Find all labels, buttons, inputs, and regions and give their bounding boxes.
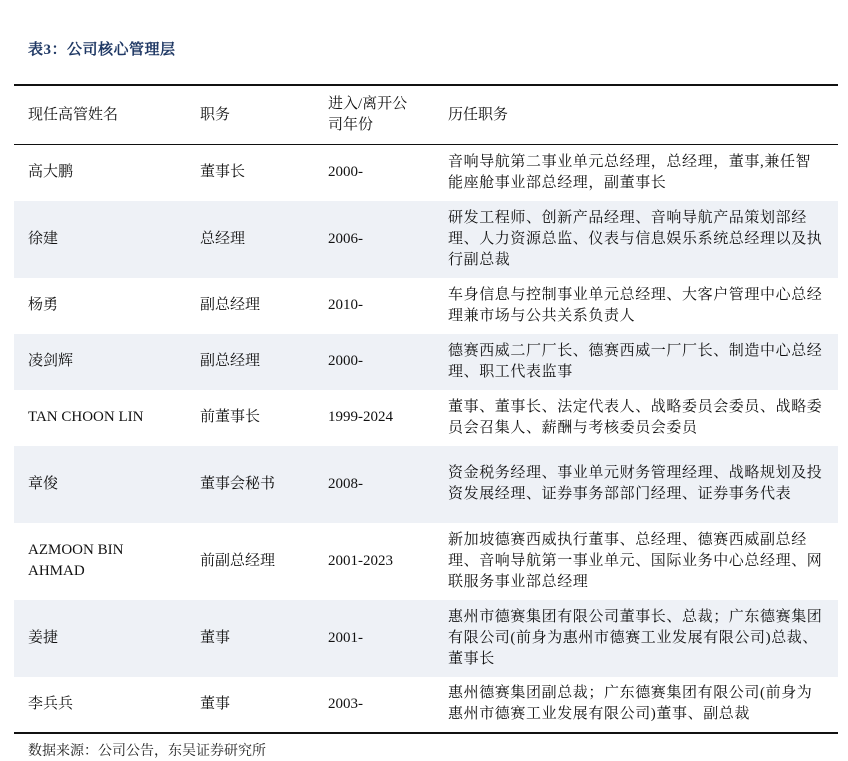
- exec-role: 董事: [186, 600, 314, 677]
- header-year: 进入/离开公司年份: [314, 85, 434, 145]
- exec-history: 车身信息与控制事业单元总经理、大客户管理中心总经理兼市场与公共关系负责人: [448, 286, 823, 324]
- exec-role: 总经理: [186, 201, 314, 278]
- exec-history: 资金税务经理、事业单元财务管理经理、战略规划及投资发展经理、证券事务部部门经理、证券事务代表: [434, 446, 838, 523]
- exec-year: 2000-: [328, 164, 363, 181]
- exec-name: 李兵兵: [28, 695, 74, 712]
- header-history: 历任职务: [434, 85, 838, 145]
- exec-role: 副总经理: [200, 297, 261, 313]
- exec-year: 2010-: [328, 297, 363, 313]
- exec-year: 1999-2024: [328, 409, 393, 425]
- exec-year: 2008-: [314, 446, 434, 523]
- exec-history: 惠州市德赛集团有限公司董事长、总裁；广东德赛集团有限公司(前身为惠州市德赛工业发展有限公司)总裁、董事长: [434, 600, 838, 677]
- exec-name: 凌剑辉: [14, 334, 186, 390]
- exec-role: 前董事长: [200, 409, 261, 425]
- header-role: 职务: [186, 85, 314, 145]
- exec-history: 音响导航第二事业单元总经理，总经理，董事,兼任智能座舱事业部总经理，副董事长: [448, 153, 812, 191]
- exec-name: 高大鹏: [28, 164, 74, 181]
- header-name: 现任高管姓名: [14, 85, 186, 145]
- exec-name: 姜捷: [14, 600, 186, 677]
- exec-history: 德赛西威二厂厂长、德赛西威一厂厂长、制造中心总经理、职工代表监事: [434, 334, 838, 390]
- exec-year: 2006-: [314, 201, 434, 278]
- exec-role: 副总经理: [186, 334, 314, 390]
- table-header-row: [14, 85, 838, 145]
- exec-role: 董事会秘书: [186, 446, 314, 523]
- exec-history: 新加坡德赛西威执行董事、总经理、德赛西威副总经理、音响导航第一事业单元、国际业务中心总经理、网联服务事业部总经理: [448, 531, 823, 590]
- exec-role: 董事长: [200, 164, 246, 181]
- exec-name: AZMOON BIN AHMAD: [28, 542, 124, 579]
- table-row: [14, 677, 838, 733]
- exec-name: 徐建: [14, 201, 186, 278]
- exec-year: 2001-2023: [328, 552, 393, 569]
- table-row: [14, 201, 838, 278]
- exec-year: 2001-: [314, 600, 434, 677]
- table-row: [14, 446, 838, 523]
- table-row: [14, 523, 838, 600]
- management-table: [14, 84, 838, 734]
- table-row: [14, 390, 838, 446]
- exec-history: 惠州德赛集团副总裁；广东德赛集团有限公司(前身为惠州市德赛工业发展有限公司)董事、副总裁: [448, 685, 813, 722]
- table-row: [14, 278, 838, 334]
- exec-role: 董事: [200, 695, 231, 712]
- source-note: 数据来源：公司公告，东吴证券研究所: [28, 744, 266, 759]
- exec-history: 研发工程师、创新产品经理、音响导航产品策划部经理、人力资源总监、仪表与信息娱乐系统总经理以及执行副总裁: [434, 201, 838, 278]
- table-row: [14, 600, 838, 677]
- exec-name: 杨勇: [28, 297, 59, 313]
- table-row: [14, 145, 838, 201]
- exec-year: 2003-: [328, 695, 363, 712]
- table-row: [14, 334, 838, 390]
- exec-history: 董事、董事长、法定代表人、战略委员会委员、战略委员会召集人、薪酬与考核委员会委员: [448, 398, 823, 436]
- table-title: 表3：公司核心管理层: [28, 42, 176, 58]
- exec-name: TAN CHOON LIN: [28, 409, 144, 425]
- exec-year: 2000-: [314, 334, 434, 390]
- exec-role: 前副总经理: [200, 552, 276, 569]
- exec-name: 章俊: [14, 446, 186, 523]
